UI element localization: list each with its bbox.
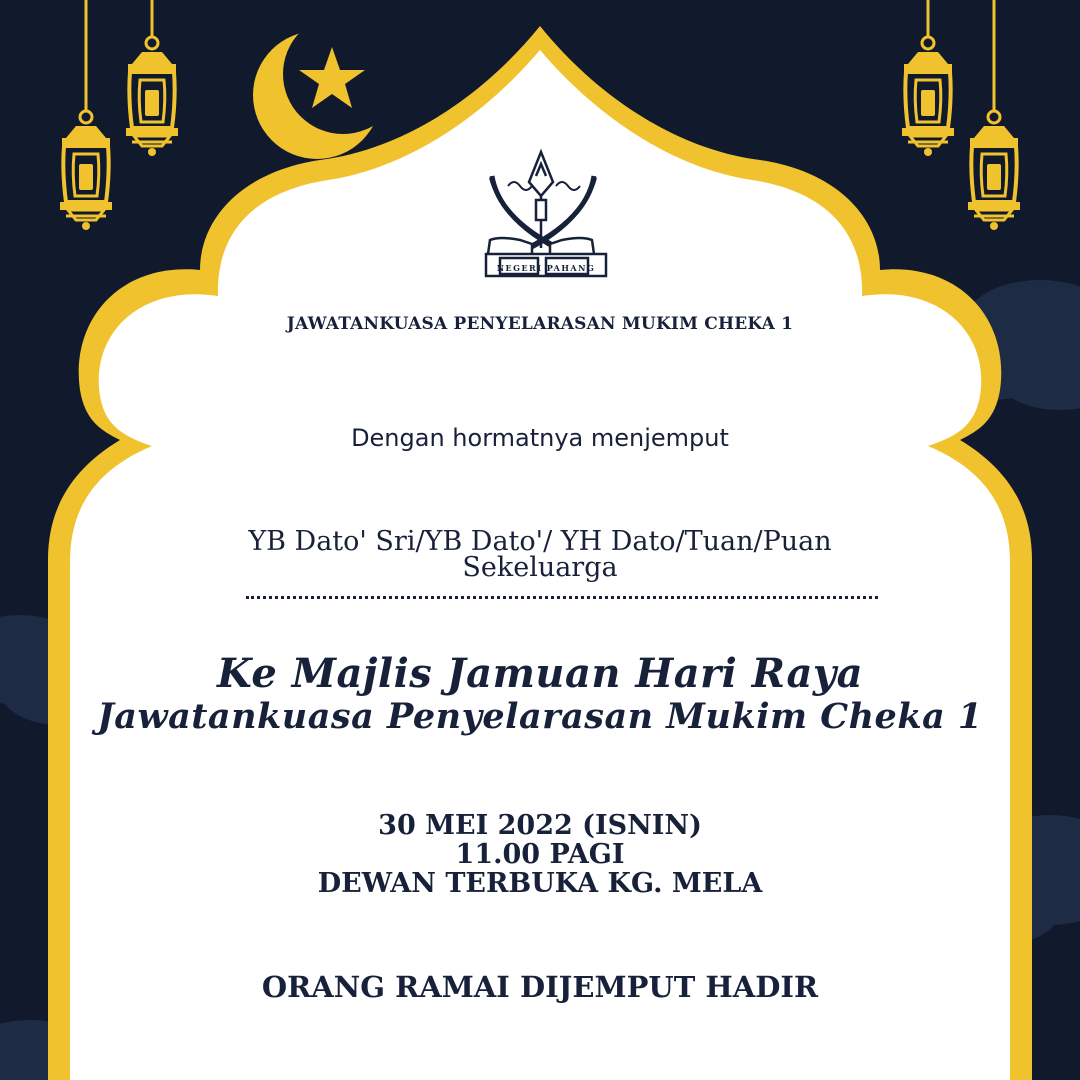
event-title-line-1: Ke Majlis Jamuan Hari Raya — [216, 650, 864, 697]
event-date: 30 MEI 2022 (ISNIN) — [378, 810, 702, 841]
event-venue: DEWAN TERBUKA KG. MELA — [317, 868, 763, 899]
organization-title: JAWATANKUASA PENYELARASAN MUKIM CHEKA 1 — [286, 314, 794, 334]
guest-list-line-2: Sekeluarga — [462, 552, 618, 583]
emblem-text: NEGERI PAHANG — [496, 263, 596, 273]
event-title-line-2: Jawatankuasa Penyelarasan Mukim Cheka 1 — [97, 696, 983, 737]
footer-message: ORANG RAMAI DIJEMPUT HADIR — [261, 970, 819, 1004]
dotted-divider — [246, 596, 878, 599]
invitation-intro: Dengan hormatnya menjemput — [351, 424, 729, 452]
event-time: 11.00 PAGI — [455, 839, 625, 870]
guest-list-line: YB Dato' Sri/YB Dato'/ YH Dato/Tuan/Puan — [248, 526, 832, 557]
